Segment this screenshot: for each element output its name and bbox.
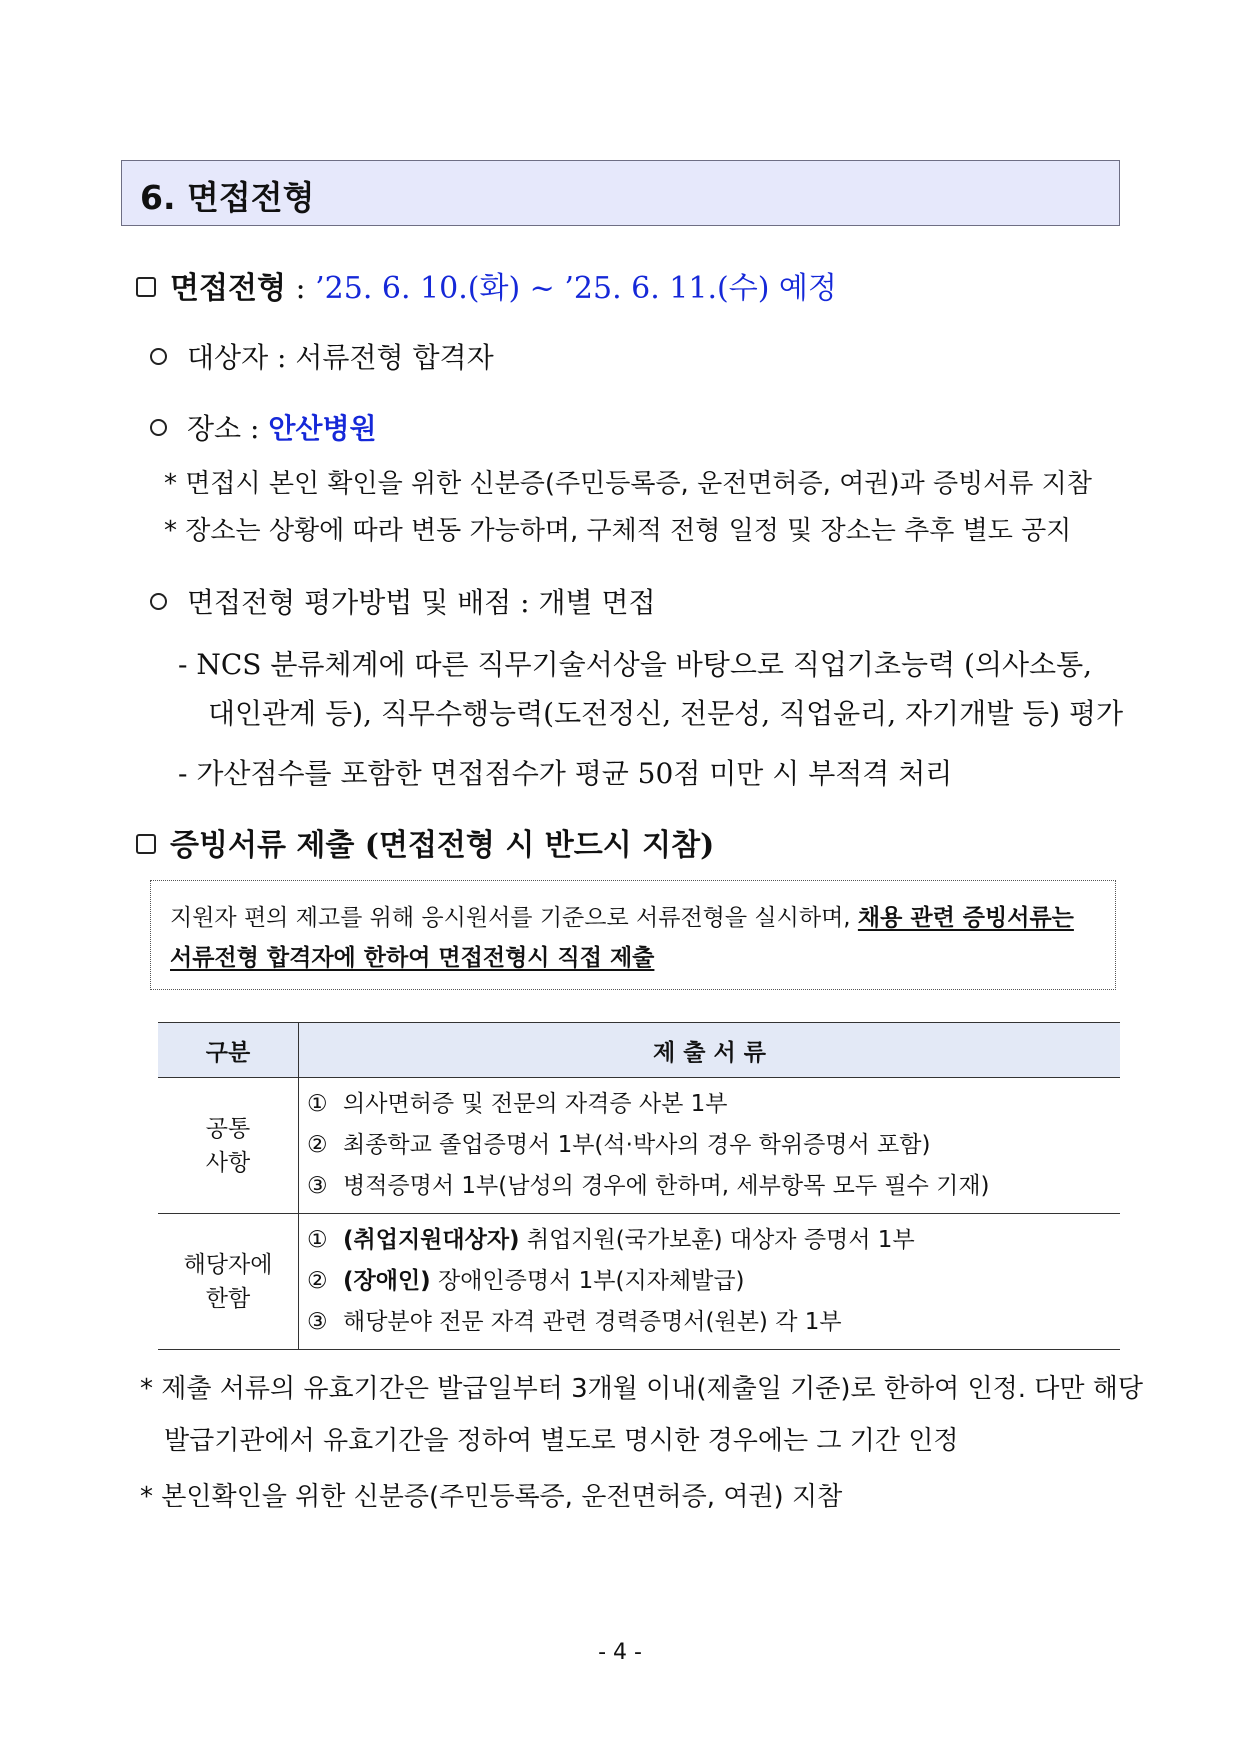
list-item xyxy=(307,1084,1120,1125)
place-value: 안산병원 xyxy=(268,412,377,445)
item-text: 장애인증명서 1부(지자체발급) xyxy=(430,1268,745,1294)
list-item xyxy=(307,1166,1120,1207)
evaluation-bullet-2: - 가산점수를 포함한 면접점수가 평균 50점 미만 시 부적격 처리 xyxy=(178,757,953,790)
table-row-items xyxy=(299,1078,1121,1214)
page-number: - 4 - xyxy=(598,1640,642,1665)
documents-table xyxy=(158,1022,1120,1350)
place-label: 장소 : xyxy=(187,412,269,445)
evaluation-bullet-1-line-1: - NCS 분류체계에 따른 직무기술서상을 바탕으로 직업기초능력 (의사소통, xyxy=(178,648,1093,681)
table-header-documents: 제 출 서 류 xyxy=(299,1023,1121,1078)
documents-heading-line xyxy=(136,820,714,864)
table-row-category xyxy=(158,1078,299,1214)
circle-bullet-icon xyxy=(150,593,167,610)
item-emphasis: (장애인) xyxy=(343,1268,431,1294)
list-item xyxy=(307,1125,1120,1166)
place-note-2: * 장소는 상황에 따라 변동 가능하며, 구체적 전형 일정 및 장소는 추후 별도 공지 xyxy=(164,516,1072,546)
item-number: ② xyxy=(307,1132,328,1158)
table-row-category xyxy=(158,1214,299,1350)
id-note: * 본인확인을 위한 신분증(주민등록증, 운전면허증, 여권) 지참 xyxy=(140,1482,843,1512)
item-number: ③ xyxy=(307,1173,328,1199)
table-header-category: 구분 xyxy=(158,1023,299,1078)
target-line xyxy=(150,336,494,376)
item-text: 의사면허증 및 전문의 자격증 사본 1부 xyxy=(343,1091,728,1117)
interview-label: 면접전형 xyxy=(170,271,286,306)
checkbox-square-icon xyxy=(136,277,156,297)
table-row xyxy=(158,1078,1120,1214)
evaluation-bullet-1-line-2: 대인관계 등), 직무수행능력(도전정신, 전문성, 직업윤리, 자기개발 등) 평가 xyxy=(208,697,1124,730)
table-header-row xyxy=(158,1023,1120,1078)
evaluation-title: 면접전형 평가방법 및 배점 : 개별 면접 xyxy=(187,586,656,619)
validity-note-line-2: 발급기관에서 유효기간을 정하여 별도로 명시한 경우에는 그 기간 인정 xyxy=(164,1426,959,1456)
place-note-1: * 면접시 본인 확인을 위한 신분증(주민등록증, 운전면허증, 여권)과 증빙서류 지참 xyxy=(164,469,1092,499)
category-line-2: 사항 xyxy=(205,1149,251,1176)
category-line-2: 한함 xyxy=(205,1285,251,1312)
notice-line-2 xyxy=(170,939,654,972)
item-text: 해당분야 전문 자격 관련 경력증명서(원본) 각 1부 xyxy=(343,1309,842,1335)
checkbox-square-icon xyxy=(136,834,156,854)
evaluation-line xyxy=(150,581,656,621)
category-line-1: 공통 xyxy=(205,1115,251,1142)
circle-bullet-icon xyxy=(150,348,167,365)
item-number: ③ xyxy=(307,1309,328,1335)
notice-line-1 xyxy=(170,899,1074,932)
category-line-1: 해당자에 xyxy=(183,1251,273,1278)
list-item xyxy=(307,1302,1120,1343)
item-text: 병적증명서 1부(남성의 경우에 한하며, 세부항목 모두 필수 기재) xyxy=(343,1173,990,1199)
target-text: 대상자 : 서류전형 합격자 xyxy=(187,341,494,374)
notice-emphasis-2: 서류전형 합격자에 한하여 면접전형시 직접 제출 xyxy=(170,945,655,971)
circle-bullet-icon xyxy=(150,419,167,436)
item-text: 취업지원(국가보훈) 대상자 증명서 1부 xyxy=(519,1227,915,1253)
table-row-items xyxy=(299,1214,1121,1350)
validity-note-line-1: * 제출 서류의 유효기간은 발급일부터 3개월 이내(제출일 기준)로 한하여 인정. 다만 해당 xyxy=(140,1374,1143,1404)
item-number: ② xyxy=(307,1268,328,1294)
notice-plain-text: 지원자 편의 제고를 위해 응시원서를 기준으로 서류전형을 실시하며, xyxy=(170,905,858,931)
item-number: ① xyxy=(307,1227,328,1253)
table-row xyxy=(158,1214,1120,1350)
section-title: 6. 면접전형 xyxy=(140,178,315,217)
interview-schedule-line xyxy=(136,263,837,307)
item-text: 최종학교 졸업증명서 1부(석·박사의 경우 학위증명서 포함) xyxy=(343,1132,931,1158)
notice-emphasis-1: 채용 관련 증빙서류는 xyxy=(857,905,1074,931)
notice-box xyxy=(150,880,1116,990)
item-number: ① xyxy=(307,1091,328,1117)
interview-dates: ’25. 6. 10.(화) ~ ’25. 6. 11.(수) 예정 xyxy=(315,271,837,306)
item-emphasis: (취업지원대상자) xyxy=(343,1227,520,1253)
list-item xyxy=(307,1220,1120,1261)
documents-heading: 증빙서류 제출 (면접전형 시 반드시 지참) xyxy=(170,828,715,863)
place-line xyxy=(150,407,377,447)
interview-separator: : xyxy=(285,271,316,306)
list-item xyxy=(307,1261,1120,1302)
